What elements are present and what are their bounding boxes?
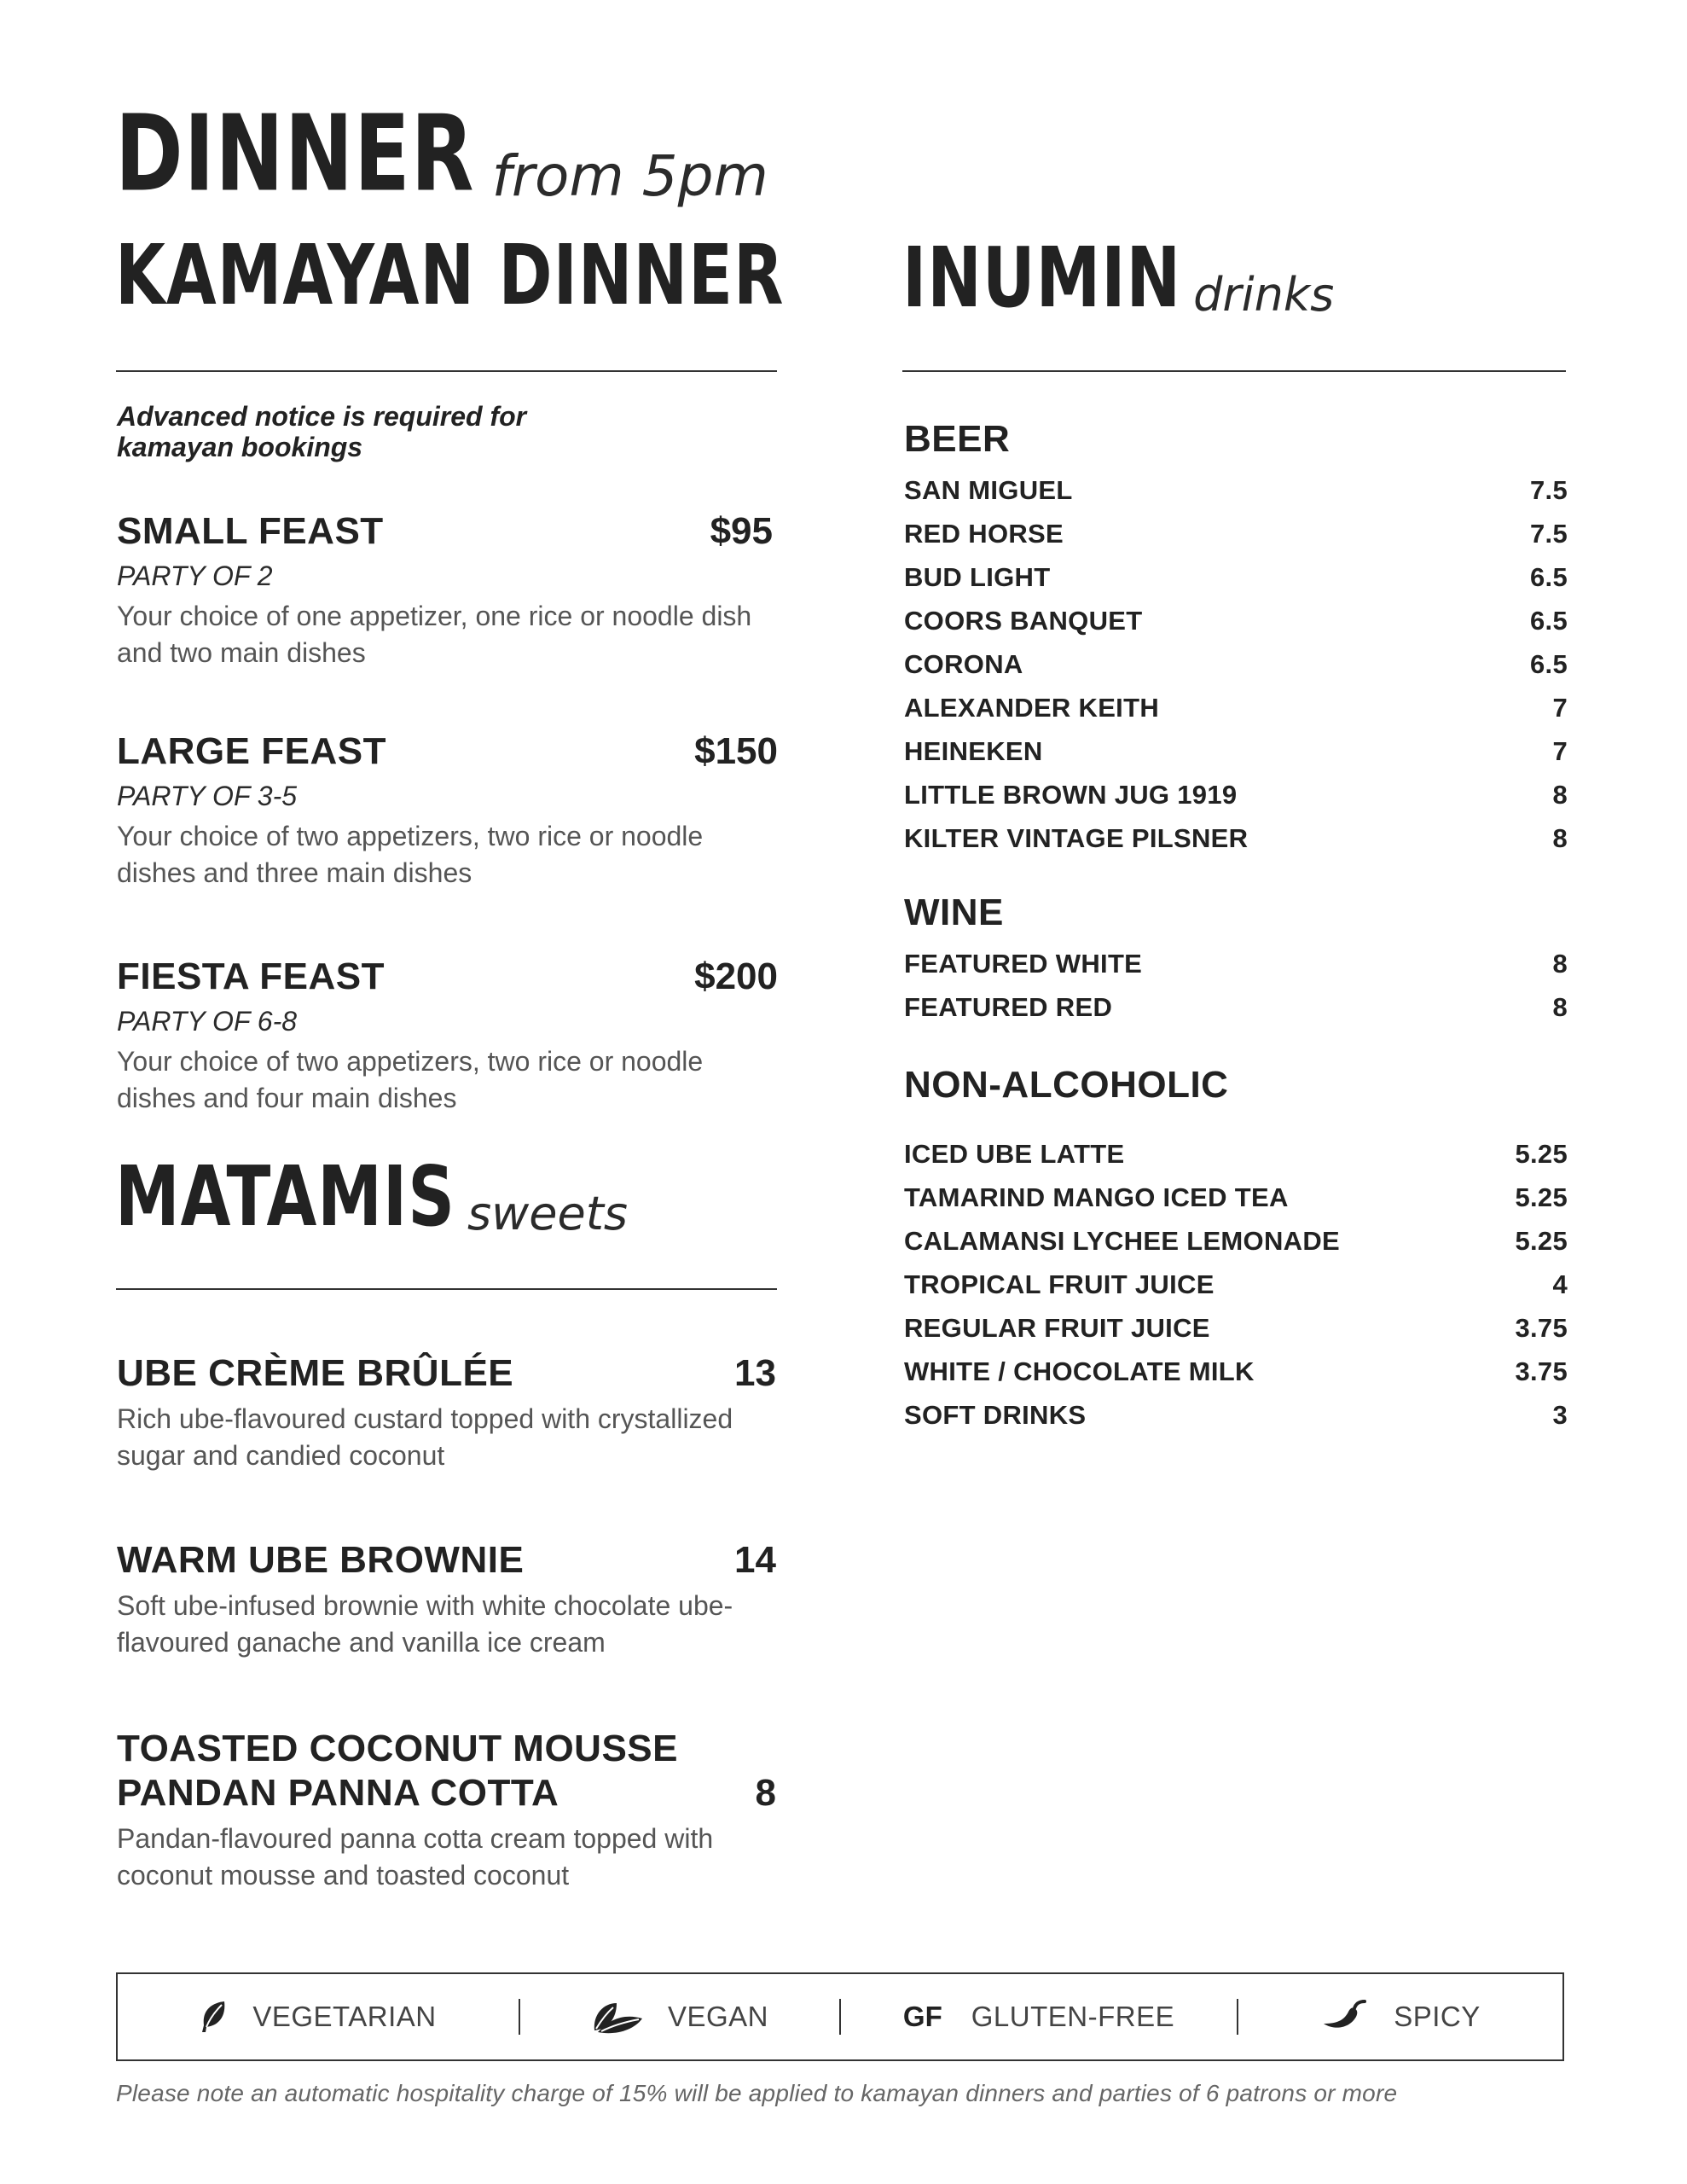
menu-item: [117, 955, 778, 1117]
drink-name: FEATURED WHITE: [904, 948, 1143, 979]
matamis-heading: MATAMIS sweets: [115, 1147, 629, 1245]
drink-price: 7.5: [1530, 518, 1568, 549]
item-description: Your choice of one appetizer, one rice or noodle dish and two main dishes: [117, 601, 752, 668]
item-party: PARTY OF 2: [117, 561, 273, 591]
drink-name: COORS BANQUET: [904, 605, 1143, 636]
beer-list: [904, 468, 1568, 860]
drink-row: [904, 555, 1568, 599]
wine-list: [904, 942, 1568, 1029]
drink-price: 5.25: [1515, 1138, 1568, 1169]
kamayan-heading: KAMAYAN DINNER: [115, 226, 785, 323]
drink-row: [904, 468, 1568, 512]
drink-price: 8: [1552, 822, 1568, 853]
item-description: Rich ube-flavoured custard topped with crystallized sugar and candied coconut: [117, 1403, 733, 1471]
drink-name: REGULAR FRUIT JUICE: [904, 1312, 1210, 1343]
drink-price: 6.5: [1530, 648, 1568, 679]
drink-name: CORONA: [904, 648, 1023, 679]
title-dinner: DINNER: [115, 92, 475, 215]
drink-name: TROPICAL FRUIT JUICE: [904, 1269, 1215, 1299]
drink-name: CALAMANSI LYCHEE LEMONADE: [904, 1225, 1340, 1256]
drink-name: ICED UBE LATTE: [904, 1138, 1125, 1169]
drink-price: 3.75: [1515, 1312, 1568, 1343]
drink-name: ALEXANDER KEITH: [904, 692, 1160, 723]
menu-item: [117, 729, 778, 892]
legend-label: GLUTEN-FREE: [971, 2001, 1175, 2032]
drink-name: KILTER VINTAGE PILSNER: [904, 822, 1249, 853]
double-leaf-icon: [591, 2000, 644, 2034]
drink-name: LITTLE BROWN JUG 1919: [904, 779, 1238, 810]
drink-row: [904, 642, 1568, 686]
beer-title: BEER: [904, 418, 1011, 460]
legend-label: VEGETARIAN: [252, 2001, 437, 2032]
item-price: 14: [734, 1539, 776, 1581]
kamayan-divider: [116, 370, 777, 372]
drink-price: 7.5: [1530, 474, 1568, 505]
chili-pepper-icon: [1320, 1998, 1368, 2036]
item-description: Your choice of two appetizers, two rice or noodle dishes and four main dishes: [117, 1046, 704, 1113]
drink-row: [904, 1176, 1568, 1219]
item-description: Your choice of two appetizers, two rice or noodle dishes and three main dishes: [117, 821, 704, 888]
item-name: LARGE FEAST: [117, 730, 386, 772]
hospitality-charge-note: Please note an automatic hospitality charge of 15% will be applied to kamayan dinners and parties of 6 patrons or more: [116, 2080, 1398, 2106]
kamayan-notice: Advanced notice is required for kamayan bookings: [117, 401, 527, 462]
drink-price: 7: [1552, 692, 1568, 723]
drink-name: WHITE / CHOCOLATE MILK: [904, 1356, 1255, 1386]
drink-price: 6.5: [1530, 561, 1568, 592]
item-price: 13: [734, 1352, 776, 1394]
drink-row: [904, 1306, 1568, 1350]
non-alcoholic-title: NON-ALCOHOLIC: [904, 1064, 1229, 1106]
matamis-divider: [116, 1288, 777, 1290]
item-name: FIESTA FEAST: [117, 956, 385, 997]
drink-row: [904, 985, 1568, 1029]
legend-vegan: [520, 1974, 839, 2059]
drink-price: 5.25: [1515, 1182, 1568, 1212]
inumin-subheading: drinks: [1193, 268, 1335, 322]
drink-name: FEATURED RED: [904, 991, 1113, 1022]
drink-price: 5.25: [1515, 1225, 1568, 1256]
drink-name: SAN MIGUEL: [904, 474, 1073, 505]
item-name: UBE CRÈME BRÛLÉE: [117, 1352, 514, 1394]
drink-row: [904, 599, 1568, 642]
leaf-icon: [200, 2000, 229, 2034]
menu-item: [117, 1727, 778, 1894]
menu-item: [117, 1351, 778, 1474]
item-price: $200: [694, 956, 778, 997]
drink-row: [904, 942, 1568, 985]
drink-price: 7: [1552, 735, 1568, 766]
inumin-heading: INUMIN drinks: [902, 229, 1335, 326]
drink-name: BUD LIGHT: [904, 561, 1051, 592]
item-name: SMALL FEAST: [117, 510, 384, 552]
drink-row: [904, 1393, 1568, 1437]
wine-title: WINE: [904, 892, 1004, 933]
item-name-line2: PANDAN PANNA COTTA: [117, 1772, 559, 1814]
drink-price: 8: [1552, 991, 1568, 1022]
drink-name: SOFT DRINKS: [904, 1399, 1087, 1430]
legend-label: VEGAN: [667, 2001, 769, 2032]
drink-price: 4: [1552, 1269, 1568, 1299]
item-price: $150: [694, 730, 778, 772]
item-name-line1: TOASTED COCONUT MOUSSE: [117, 1728, 679, 1769]
title-subtitle: from 5pm: [491, 143, 768, 209]
drink-row: [904, 816, 1568, 860]
legend-spicy: [1238, 1974, 1562, 2059]
item-price: 8: [755, 1772, 776, 1814]
item-price: $95: [710, 510, 773, 552]
drink-name: HEINEKEN: [904, 735, 1043, 766]
menu-item: [117, 509, 778, 671]
drink-name: RED HORSE: [904, 518, 1064, 549]
item-party: PARTY OF 3-5: [117, 781, 298, 811]
drink-row: [904, 686, 1568, 729]
page-title: [115, 92, 768, 215]
item-description: Pandan-flavoured panna cotta cream topped with coconut mousse and toasted coconut: [117, 1823, 714, 1891]
drink-price: 6.5: [1530, 605, 1568, 636]
item-description: Soft ube-infused brownie with white chocolate ube-flavoured ganache and vanilla ice cream: [117, 1590, 733, 1658]
inumin-divider: [902, 370, 1566, 372]
drink-row: [904, 1350, 1568, 1393]
drink-price: 3: [1552, 1399, 1568, 1430]
legend-label: SPICY: [1394, 2001, 1481, 2032]
drink-row: [904, 1132, 1568, 1176]
drink-row: [904, 1219, 1568, 1263]
item-name: WARM UBE BROWNIE: [117, 1539, 525, 1581]
item-party: PARTY OF 6-8: [117, 1006, 298, 1037]
non-alcoholic-list: [904, 1132, 1568, 1437]
drink-name: TAMARIND MANGO ICED TEA: [904, 1182, 1289, 1212]
matamis-subheading: sweets: [467, 1187, 629, 1240]
drink-row: [904, 512, 1568, 555]
drink-row: [904, 773, 1568, 816]
dietary-legend: [116, 1972, 1564, 2061]
drink-price: 8: [1552, 948, 1568, 979]
gf-icon: GF: [902, 2001, 942, 2032]
drink-price: 3.75: [1515, 1356, 1568, 1386]
legend-gluten-free: [841, 1974, 1237, 2059]
legend-vegetarian: [118, 1974, 519, 2059]
drink-row: [904, 729, 1568, 773]
menu-item: [117, 1538, 778, 1661]
drink-price: 8: [1552, 779, 1568, 810]
drink-row: [904, 1263, 1568, 1306]
